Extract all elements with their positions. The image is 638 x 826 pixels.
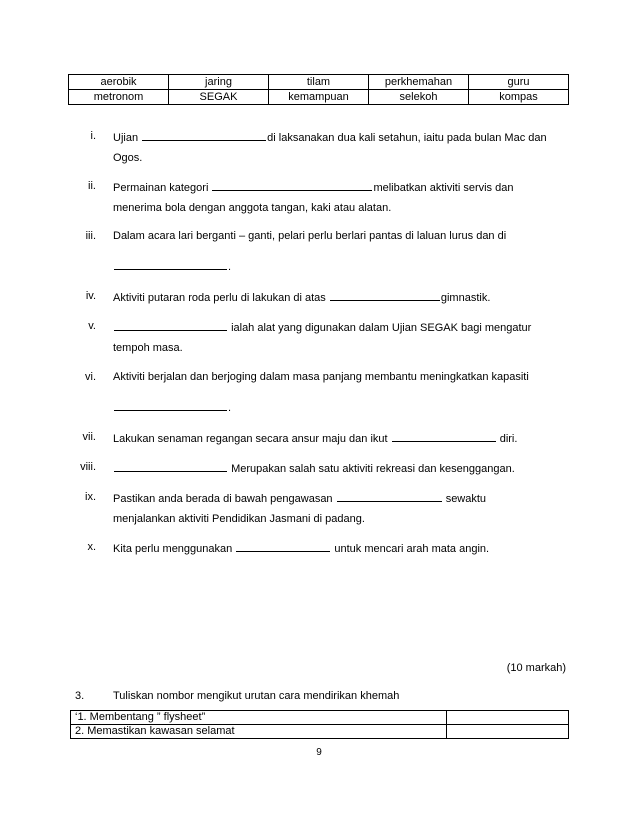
question-text-line2: menerima bola dengan anggota tangan, kaki atau alatan. [113,202,392,214]
question-text: Aktiviti berjalan dan berjoging dalam masa panjang membantu meningkatkan kapasiti [113,371,529,383]
answer-blank[interactable] [142,129,266,141]
word-bank-cell: aerobik [69,75,169,90]
question-number: i. [90,130,96,142]
answer-blank[interactable] [114,460,227,472]
section-instruction: Tuliskan nombor mengikut urutan cara mendirikan khemah [113,690,400,702]
word-bank-row-2 [69,90,569,105]
question-number: v. [88,320,96,332]
question-text-line2: Ogos. [113,152,143,164]
section-number: 3. [75,690,85,702]
answer-blank[interactable] [236,540,330,552]
word-bank-cell: tilam [269,75,369,90]
question-text-line2: tempoh masa. [113,342,183,354]
question-text: Aktiviti putaran roda perlu di lakukan di atas [113,292,326,304]
question-text: diri. [499,433,518,445]
word-bank-cell: kemampuan [269,90,369,105]
word-bank-cell: SEGAK [169,90,269,105]
page-number: 9 [316,747,322,758]
word-bank-cell: jaring [169,75,269,90]
answer-blank[interactable] [114,258,227,270]
word-bank-cell: selekoh [369,90,469,105]
answer-blank[interactable] [392,430,496,442]
question-text: ialah alat yang digunakan dalam Ujian SEGAK bagi mengatur [231,322,532,334]
question-text: Pastikan anda berada di bawah pengawasan [113,493,333,505]
question-text: Merupakan salah satu aktiviti rekreasi dan kesenggangan. [231,463,515,475]
question-number: iv. [85,290,96,302]
answer-blank[interactable] [212,179,372,191]
word-bank-row-1 [69,75,569,90]
question-text: melibatkan aktiviti servis dan [373,182,514,194]
question-text: di laksanakan dua kali setahun, iaitu pada bulan Mac dan [267,132,547,144]
question-number: ii. [88,180,96,192]
question-text: untuk mencari arah mata angin. [334,543,490,555]
question-number: vii. [82,431,96,443]
answer-blank[interactable] [114,399,227,411]
question-text: . [228,402,232,414]
question-text: gimnastik. [440,292,491,304]
question-number: vi. [85,371,96,383]
step-text: ‘1. Membentang ” flysheet” [71,711,447,725]
question-number: iii. [85,230,96,242]
word-bank-cell: kompas [469,90,569,105]
question-text: Kita perlu menggunakan [113,543,233,555]
table-row [71,725,569,739]
question-text-line2: menjalankan aktiviti Pendidikan Jasmani di padang. [113,513,365,525]
question-number: x. [87,541,96,553]
order-answer-cell[interactable] [447,711,569,725]
table-row [71,711,569,725]
question-number: ix. [85,491,96,503]
answer-blank[interactable] [337,490,442,502]
question-text: Lakukan senaman regangan secara ansur maju dan ikut [113,433,388,445]
answer-blank[interactable] [114,319,227,331]
question-text: sewaktu [445,493,487,505]
step-text: 2. Memastikan kawasan selamat [71,725,447,739]
order-answer-cell[interactable] [447,725,569,739]
word-bank-cell: perkhemahan [369,75,469,90]
question-number: viii. [80,461,96,473]
question-text: . [228,261,232,273]
word-bank-table [68,74,569,105]
question-text: Permainan kategori [113,182,209,194]
question-text: Ujian [113,132,139,144]
word-bank-cell: guru [469,75,569,90]
tent-steps-table [70,710,569,739]
total-marks: (10 markah) [506,662,566,674]
answer-blank[interactable] [330,289,440,301]
question-text: Dalam acara lari berganti – ganti, pelari perlu berlari pantas di laluan lurus dan di [113,230,507,242]
word-bank-cell: metronom [69,90,169,105]
